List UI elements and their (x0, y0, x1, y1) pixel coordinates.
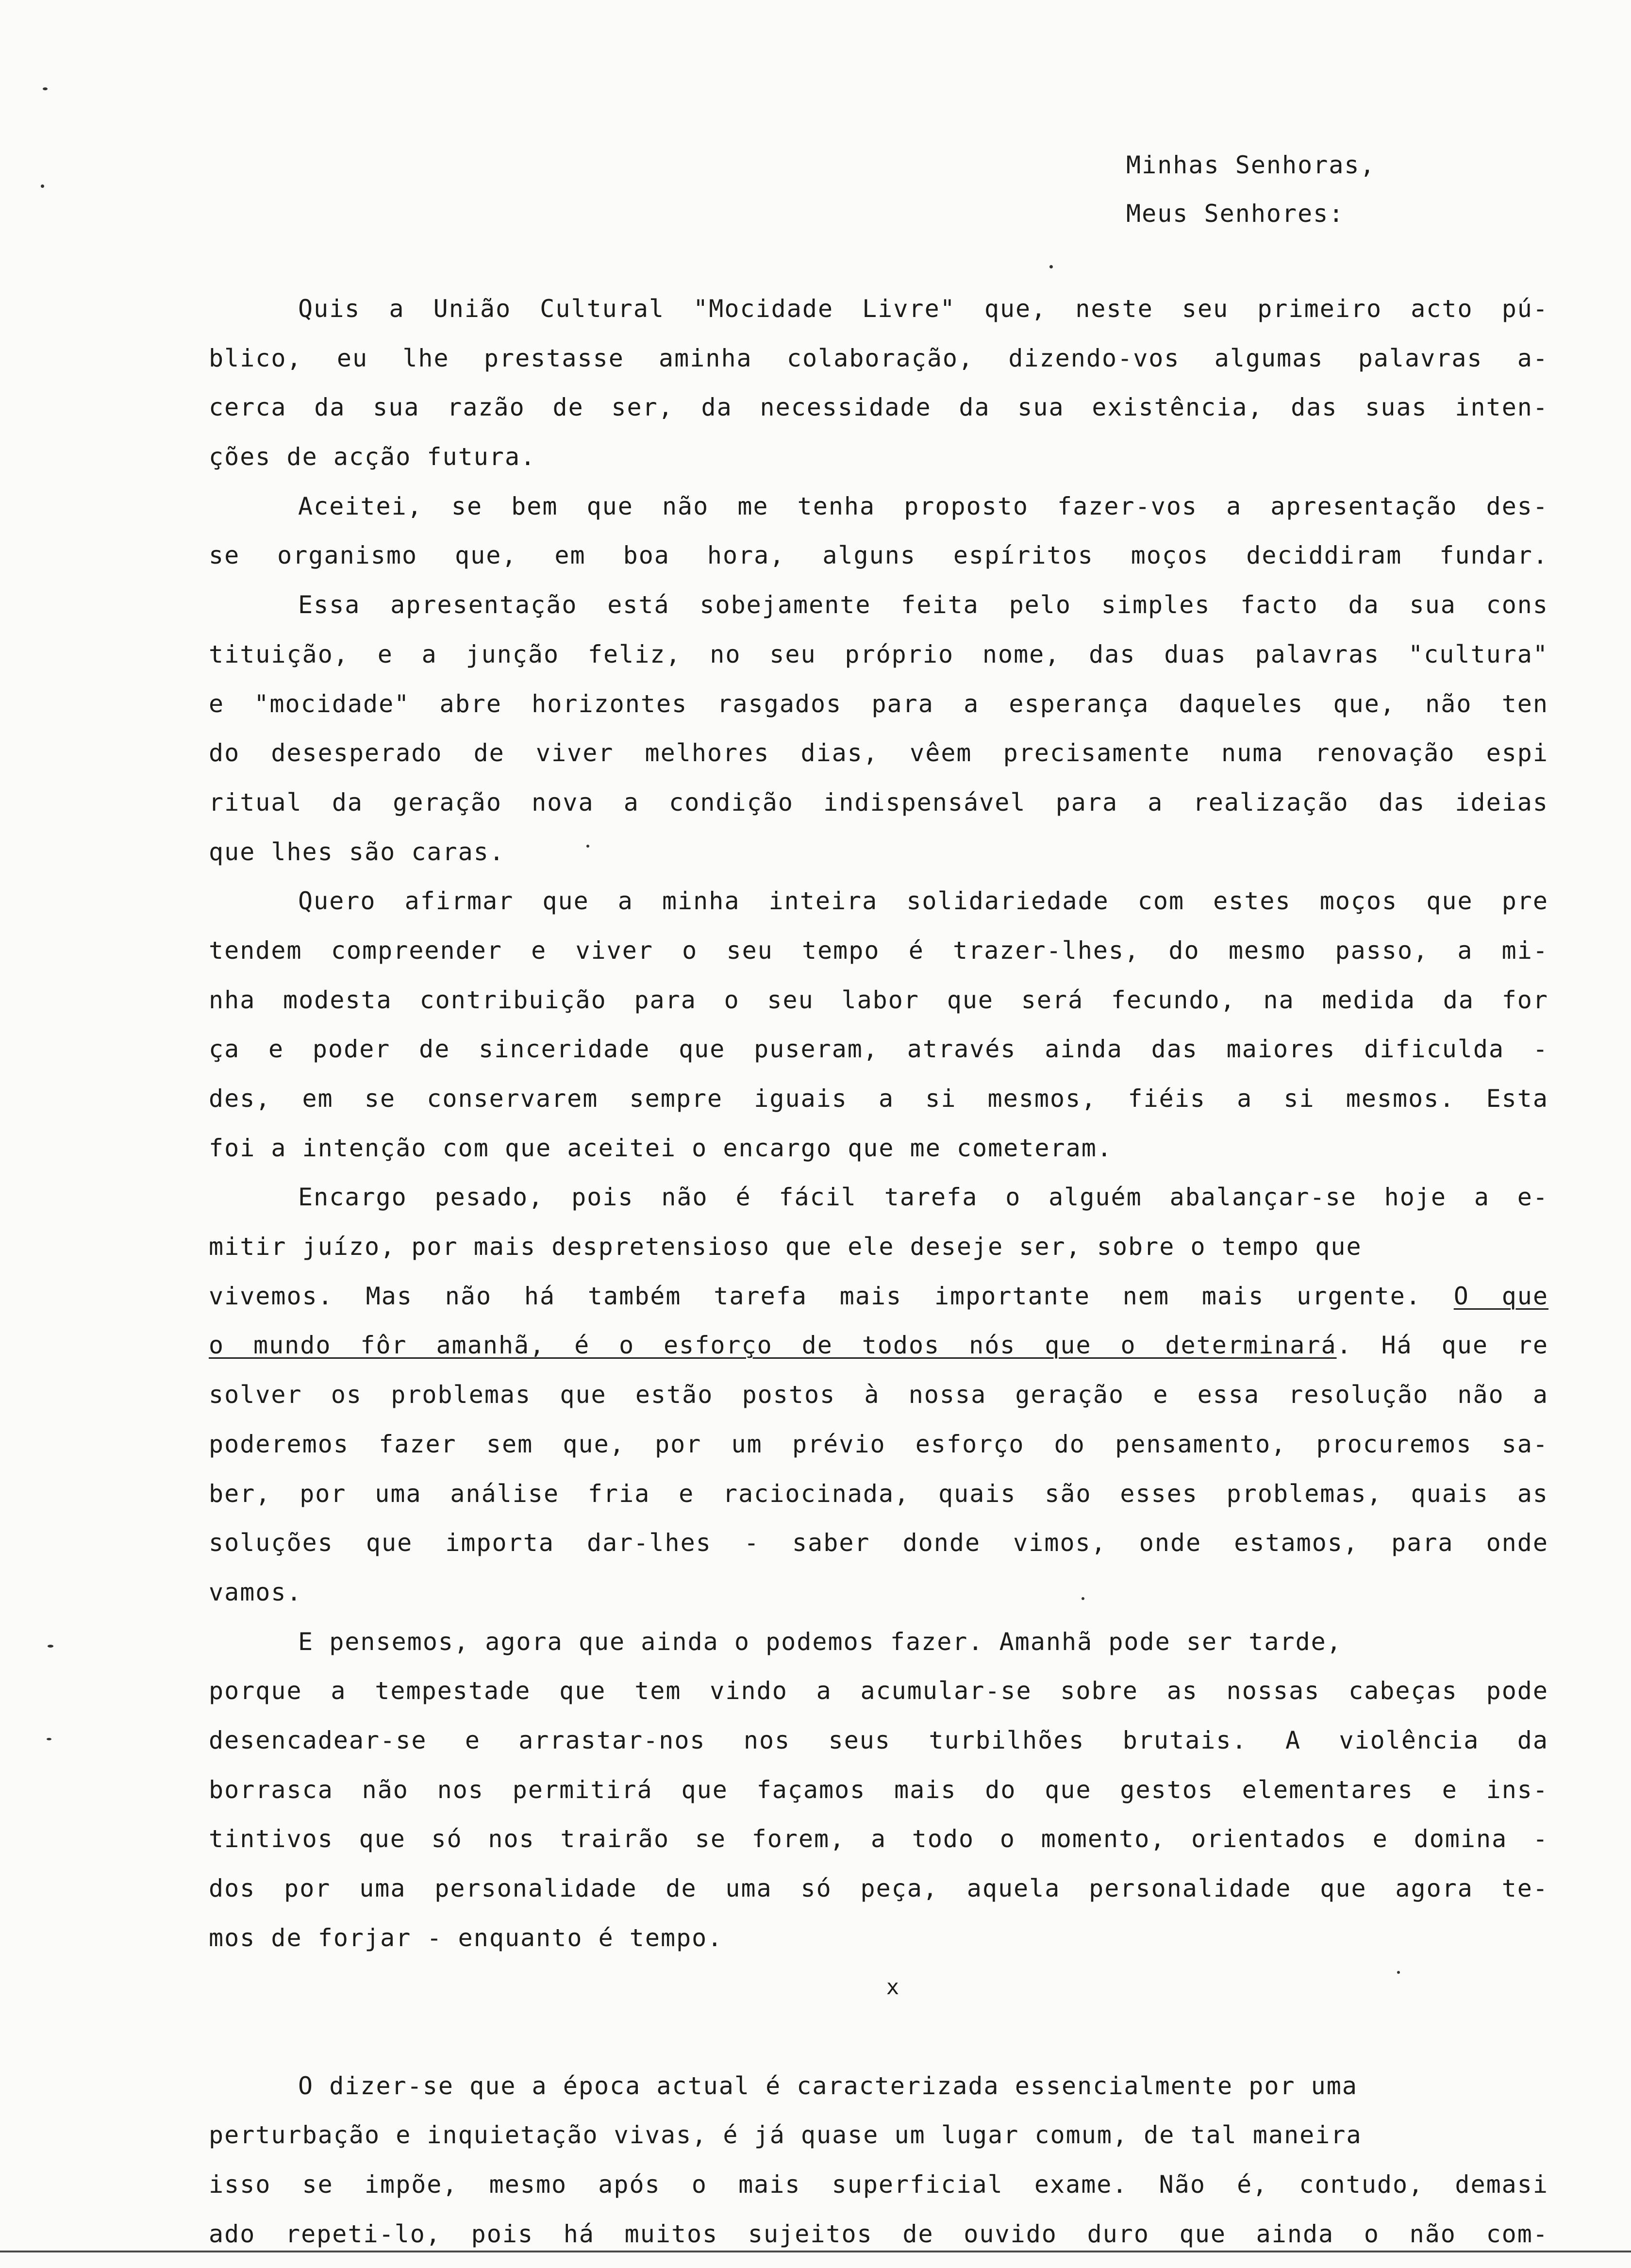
margin-speck (1397, 1971, 1400, 1974)
text-line: ções de acção futura. (209, 443, 536, 471)
text-line: nha modesta contribuição para o seu labor que será fecundo, na medida da for (209, 985, 1548, 1014)
text-line: se organismo que, em boa hora, alguns espíritos moços deciddiram fundar. (209, 541, 1548, 570)
page-bottom-edge (0, 2251, 1631, 2252)
margin-speck (1049, 265, 1053, 268)
text-line: O dizer-se que a época actual é caracterizada essencialmente por uma (298, 2071, 1358, 2100)
text-line: perturbação e inquietação vivas, é já quase um lugar comum, de tal maneira (209, 2121, 1362, 2150)
salutation-line-1: Minhas Senhoras, (1126, 151, 1376, 179)
margin-speck (586, 845, 589, 848)
letter-body (209, 284, 1548, 2259)
text-line: E pensemos, agora que ainda o podemos fazer. Amanhã pode ser tarde, (298, 1627, 1342, 1656)
margin-speck (43, 87, 48, 90)
margin-speck (1082, 1597, 1084, 1600)
text-line: tendem compreender e viver o seu tempo é trazer-lhes, do mesmo passo, a mi- (209, 936, 1548, 965)
text-line: vamos. (209, 1578, 302, 1606)
text-line: ça e poder de sinceridade que puseram, através ainda das maiores dificulda - (209, 1035, 1548, 1064)
underlined-phrase: o mundo fôr amanhã, é o esforço de todos nós que o determinará (209, 1331, 1337, 1360)
text-line: dos por uma personalidade de uma só peça, aquela personalidade que agora te- (209, 1874, 1548, 1902)
salutation-line-2: Meus Senhores: (1126, 200, 1345, 228)
section-separator: x (886, 1975, 900, 2000)
text-line: borrasca não nos permitirá que façamos mais do que gestos elementares e ins- (209, 1775, 1548, 1804)
text-line: porque a tempestade que tem vindo a acumular-se sobre as nossas cabeças pode (209, 1677, 1548, 1705)
text-line: Aceitei, se bem que não me tenha proposto fazer-vos a apresentação des- (298, 492, 1548, 520)
text-line: solver os problemas que estão postos à nossa geração e essa resolução não a (209, 1381, 1548, 1409)
salutation (1126, 141, 1376, 238)
text-line: blico, eu lhe prestasse aminha colaboração, dizendo-vos algumas palavras a- (209, 344, 1548, 372)
text-line: mos de forjar - enquanto é tempo. (209, 1923, 723, 1952)
text-line: soluções que importa dar-lhes - saber donde vimos, onde estamos, para onde (209, 1529, 1548, 1557)
text-line: e "mocidade" abre horizontes rasgados para a esperança daqueles que, não ten (209, 689, 1548, 718)
text-line: poderemos fazer sem que, por um prévio esforço do pensamento, procuremos sa- (209, 1430, 1548, 1458)
text-line: do desesperado de viver melhores dias, vêem precisamente numa renovação espi (209, 739, 1548, 767)
text-line: des, em se conservarem sempre iguais a si mesmos, fiéis a si mesmos. Esta (209, 1084, 1548, 1113)
text-line: que lhes são caras. (209, 837, 505, 866)
text-line: Quis a União Cultural "Mocidade Livre" que, neste seu primeiro acto pú- (298, 295, 1548, 323)
text-line: ber, por uma análise fria e raciocinada, quais são esses problemas, quais as (209, 1479, 1548, 1508)
text-line: o mundo fôr amanhã, é o esforço de todos nós que o determinará. Há que re (209, 1331, 1548, 1360)
blank-line (209, 2012, 1548, 2062)
text-line: Essa apresentação está sobejamente feita pelo simples facto da sua cons (298, 591, 1548, 619)
text-line: Encargo pesado, pois não é fácil tarefa o alguém abalançar-se hoje a e- (298, 1183, 1548, 1212)
underlined-phrase: O que (1453, 1282, 1548, 1310)
text-line: foi a intenção com que aceitei o encargo que me cometeram. (209, 1134, 1113, 1162)
text-line: desencadear-se e arrastar-nos nos seus turbilhões brutais. A violência da (209, 1726, 1548, 1754)
text-line: tituição, e a junção feliz, no seu próprio nome, das duas palavras "cultura" (209, 640, 1548, 668)
margin-speck (48, 1645, 53, 1648)
text-line: ado repeti-lo, pois há muitos sujeitos de ouvido duro que ainda o não com- (209, 2219, 1548, 2248)
text-line: cerca da sua razão de ser, da necessidade da sua existência, das suas inten- (209, 393, 1548, 422)
text-line: Quero afirmar que a minha inteira solidariedade com estes moços que pre (298, 887, 1548, 916)
text-line: mitir juízo, por mais despretensioso que ele deseje ser, sobre o tempo que (209, 1233, 1362, 1261)
text-line: tintivos que só nos trairão se forem, a todo o momento, orientados e domina - (209, 1825, 1548, 1853)
margin-speck (41, 184, 44, 188)
text-line: vivemos. Mas não há também tarefa mais importante nem mais urgente. O que (209, 1282, 1548, 1310)
text-line: ritual da geração nova a condição indispensável para a realização das ideias (209, 788, 1548, 817)
text-line: isso se impõe, mesmo após o mais superficial exame. Não é, contudo, demasi (209, 2170, 1548, 2199)
margin-speck (47, 1738, 51, 1740)
